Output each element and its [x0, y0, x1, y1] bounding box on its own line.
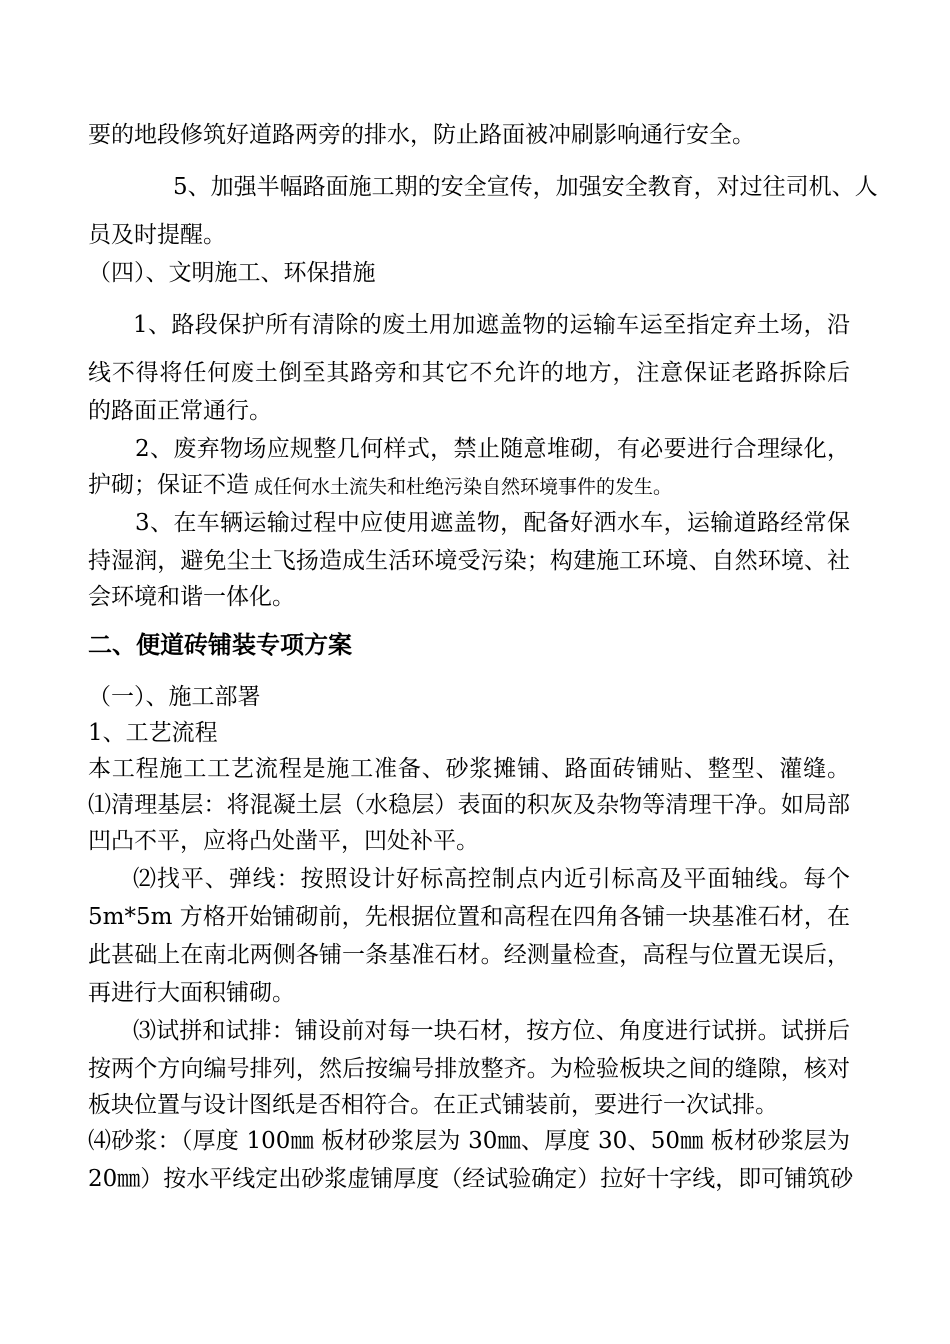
body-text-line: 员及时提醒。: [88, 222, 226, 248]
body-text-line: 2、废弃物场应规整几何样式，禁止随意堆砌，有必要进行合理绿化，: [135, 436, 850, 462]
body-text-line: ⑴清理基层：将混凝土层（水稳层）表面的积灰及杂物等清理干净。如局部: [88, 792, 850, 818]
body-text-line: 板块位置与设计图纸是否相符合。在正式铺装前，要进行一次试排。: [88, 1092, 778, 1118]
body-text-line: 持湿润，避免尘土飞扬造成生活环境受污染；构建施工环境、自然环境、社: [88, 548, 850, 574]
body-text-line: ⑵找平、弹线：按照设计好标高控制点内近引标高及平面轴线。每个: [133, 866, 850, 892]
body-text-line: 20㎜）按水平线定出砂浆虚铺厚度（经试验确定）拉好十字线，即可铺筑砂: [88, 1166, 854, 1192]
body-text-line: 5m*5m 方格开始铺砌前，先根据位置和高程在四角各铺一块基准石材，在: [88, 904, 850, 930]
body-text-line: 要的地段修筑好道路两旁的排水，防止路面被冲刷影响通行安全。: [88, 122, 755, 148]
body-text-line-small: 成任何水土流失和杜绝污染自然环境事件的发生。: [254, 476, 673, 498]
section-subheading: （一）、施工部署: [88, 684, 261, 710]
body-text-line: 3、在车辆运输过程中应使用遮盖物，配备好洒水车，运输道路经常保: [135, 510, 850, 536]
body-text-line: 1、路段保护所有清除的废土用加遮盖物的运输车运至指定弃土场，沿: [133, 312, 850, 338]
body-text-line: 此甚础上在南北两侧各铺一条基准石材。经测量检查，高程与位置无误后，: [88, 942, 850, 968]
body-text-line: 线不得将任何废土倒至其路旁和其它不允许的地方，注意保证老路拆除后: [88, 360, 850, 386]
body-text-line: 凹凸不平，应将凸处凿平，凹处补平。: [88, 828, 479, 854]
body-text-line: 5、加强半幅路面施工期的安全宣传，加强安全教育，对过往司机、人: [173, 174, 878, 200]
body-text-line: 本工程施工工艺流程是施工准备、砂浆摊铺、路面砖铺贴、整型、灌缝。: [88, 756, 850, 782]
section-subheading: （四）、文明施工、环保措施: [88, 260, 376, 286]
body-text-line: 1、工艺流程: [88, 720, 218, 746]
body-text-line: 护砌；保证不造: [88, 472, 249, 498]
body-text-line: 会环境和谐一体化。: [88, 584, 295, 610]
body-text-line: ⑶试拼和试排：铺设前对每一块石材，按方位、角度进行试拼。试拼后: [133, 1018, 850, 1044]
body-text-line: 的路面正常通行。: [88, 398, 272, 424]
body-text-line: 再进行大面积铺砌。: [88, 980, 295, 1006]
body-text-line: ⑷砂浆：（厚度 100㎜ 板材砂浆层为 30㎜、厚度 30、50㎜ 板材砂浆层为: [88, 1128, 850, 1154]
section-heading: 二、便道砖铺装专项方案: [88, 630, 352, 659]
body-text-line: 按两个方向编号排列，然后按编号排放整齐。为检验板块之间的缝隙，核对: [88, 1056, 850, 1082]
